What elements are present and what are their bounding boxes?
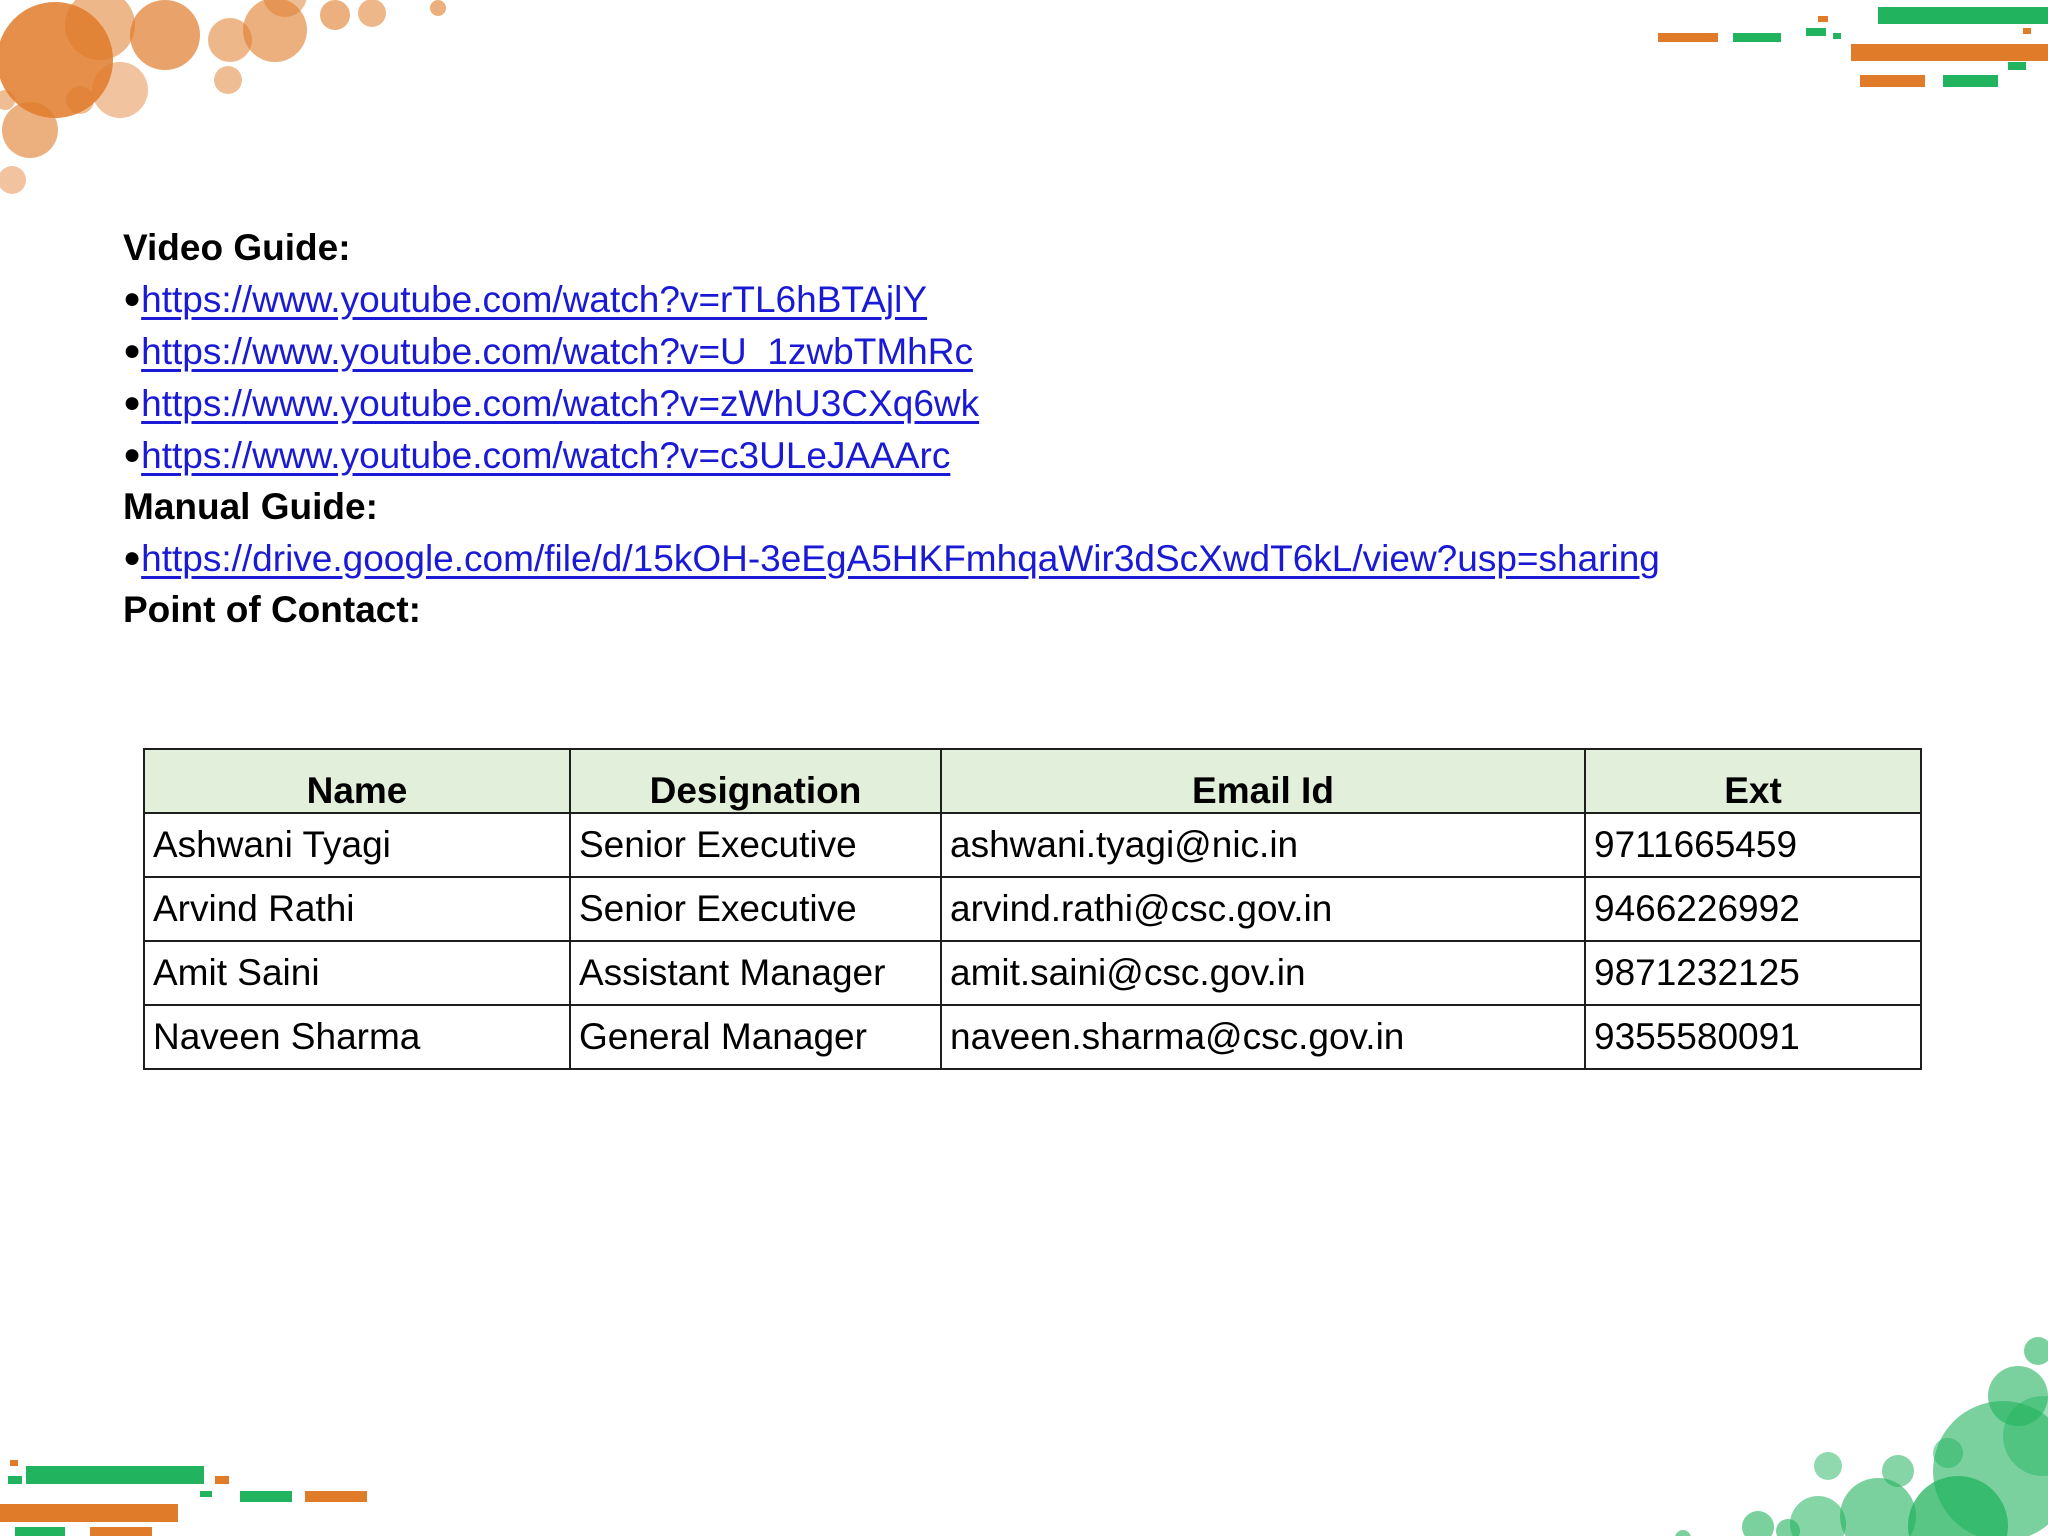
contact-table-wrapper [143, 748, 1922, 1070]
cell-designation: Senior Executive [570, 813, 941, 877]
table-row [144, 813, 1921, 877]
point-of-contact-heading: Point of Contact: [123, 589, 422, 630]
video-guide-heading: Video Guide: [123, 227, 351, 268]
bullet-icon: ● [123, 334, 142, 367]
column-header-designation: Designation [570, 749, 941, 813]
cell-email: arvind.rathi@csc.gov.in [941, 877, 1585, 941]
cell-designation: General Manager [570, 1005, 941, 1069]
orange-bubbles-decoration [0, 0, 470, 210]
manual-guide-heading: Manual Guide: [123, 486, 378, 527]
manual-link[interactable]: https://drive.google.com/file/d/15kOH-3eEgA5HKFmhqaWir3dScXwdT6kL/view?usp=sharing [141, 538, 1660, 579]
column-header-name: Name [144, 749, 570, 813]
contact-table [143, 748, 1922, 1070]
cell-name: Amit Saini [144, 941, 570, 1005]
list-item [123, 429, 1923, 481]
list-item [123, 532, 1923, 584]
video-link-2[interactable]: https://www.youtube.com/watch?v=U_1zwbTMhRc [141, 331, 973, 372]
cell-email: naveen.sharma@csc.gov.in [941, 1005, 1585, 1069]
cell-designation: Senior Executive [570, 877, 941, 941]
table-header-row [144, 749, 1921, 813]
table-row [144, 877, 1921, 941]
bullet-icon: ● [123, 386, 142, 419]
cell-ext: 9355580091 [1585, 1005, 1921, 1069]
list-item [123, 325, 1923, 377]
cell-name: Arvind Rathi [144, 877, 570, 941]
cell-ext: 9466226992 [1585, 877, 1921, 941]
cell-email: amit.saini@csc.gov.in [941, 941, 1585, 1005]
cell-name: Naveen Sharma [144, 1005, 570, 1069]
green-bubbles-decoration [1618, 1306, 2048, 1536]
cell-ext: 9871232125 [1585, 941, 1921, 1005]
video-link-3[interactable]: https://www.youtube.com/watch?v=zWhU3CXq6wk [141, 383, 980, 424]
table-row [144, 1005, 1921, 1069]
list-item [123, 273, 1923, 325]
cell-designation: Assistant Manager [570, 941, 941, 1005]
bullet-icon: ● [123, 541, 142, 574]
list-item [123, 377, 1923, 429]
stripes-decoration-bottom [0, 1456, 380, 1536]
table-row [144, 941, 1921, 1005]
cell-name: Ashwani Tyagi [144, 813, 570, 877]
bullet-icon: ● [123, 438, 142, 471]
column-header-ext: Ext [1585, 749, 1921, 813]
guide-content [123, 222, 1923, 635]
video-link-1[interactable]: https://www.youtube.com/watch?v=rTL6hBTAjlY [141, 279, 928, 320]
cell-email: ashwani.tyagi@nic.in [941, 813, 1585, 877]
video-link-4[interactable]: https://www.youtube.com/watch?v=c3ULeJAAArc [141, 435, 951, 476]
column-header-email: Email Id [941, 749, 1585, 813]
bullet-icon: ● [123, 282, 142, 315]
cell-ext: 9711665459 [1585, 813, 1921, 877]
stripes-decoration-top [1648, 0, 2048, 100]
